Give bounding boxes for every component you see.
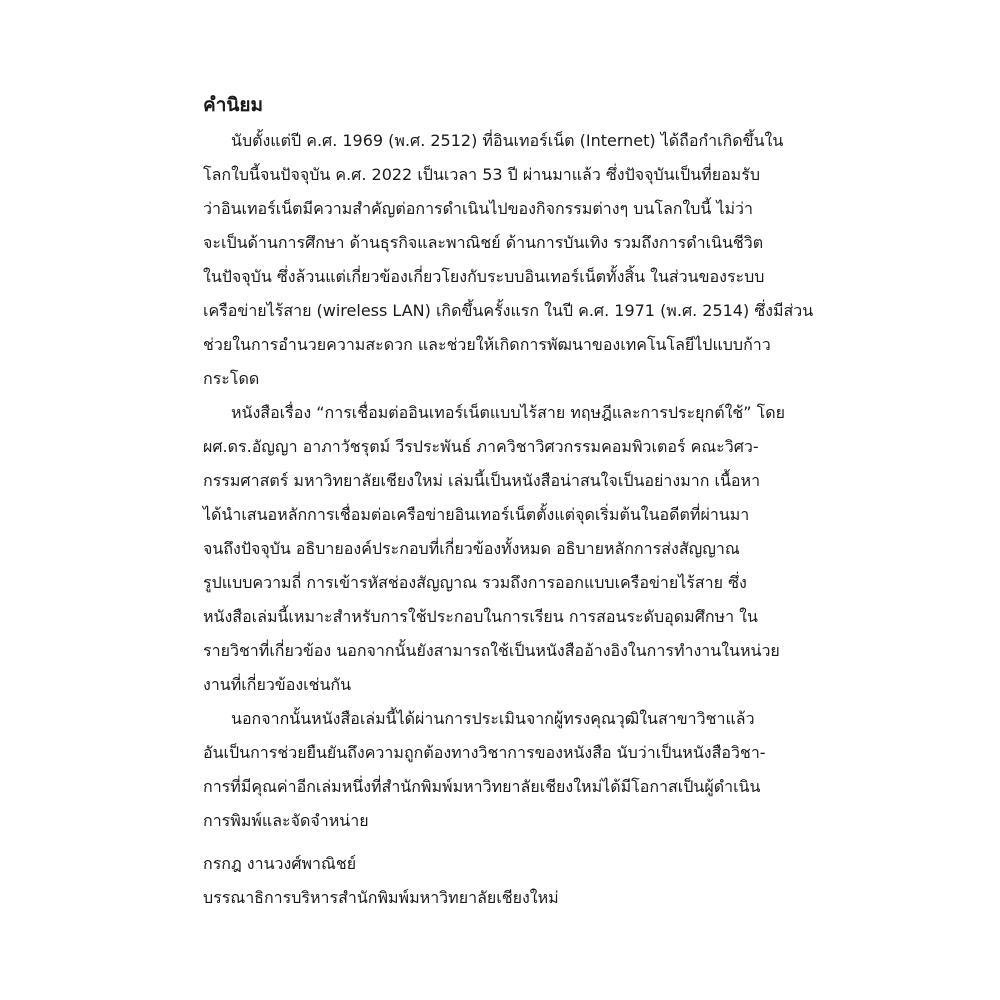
text-line: กระโดด: [203, 369, 260, 388]
text-line: ผศ.ดร.อัญญา อาภาวัชรุตม์ วีรประพันธ์ ภาควิชาวิศวกรรมคอมพิวเตอร์ คณะวิศว-: [203, 437, 759, 456]
text-line: ช่วยในการอำนวยความสะดวก และช่วยให้เกิดการพัฒนาของเทคโนโลยีไปแบบก้าว: [203, 335, 771, 354]
text-line: ในปัจจุบัน ซึ่งล้วนแต่เกี่ยวข้องเกี่ยวโยงกับระบบอินเทอร์เน็ตทั้งสิ้น ในส่วนของระบบ: [203, 267, 765, 286]
paragraph-1: [203, 124, 815, 396]
text-line: นับตั้งแต่ปี ค.ศ. 1969 (พ.ศ. 2512) ที่อินเทอร์เน็ต (Internet) ได้ถือกำเกิดขึ้นใน: [231, 131, 784, 150]
paragraph-3: [203, 702, 815, 838]
paragraph-2: [203, 396, 815, 702]
text-line: จนถึงปัจจุบัน อธิบายองค์ประกอบที่เกี่ยวข้องทั้งหมด อธิบายหลักการส่งสัญญาณ: [203, 539, 740, 558]
text-line: จะเป็นด้านการศึกษา ด้านธุรกิจและพาณิชย์ ด้านการบันเทิง รวมถึงการดำเนินชีวิต: [203, 233, 764, 252]
text-line: นอกจากนั้นหนังสือเล่มนี้ได้ผ่านการประเมินจากผู้ทรงคุณวุฒิในสาขาวิชาแล้ว: [231, 709, 755, 728]
text-line: โลกใบนี้จนปัจจุบัน ค.ศ. 2022 เป็นเวลา 53 ปี ผ่านมาแล้ว ซึ่งปัจจุบันเป็นที่ยอมรับ: [203, 165, 760, 184]
text-line: การพิมพ์และจัดจำหน่าย: [203, 811, 369, 830]
text-line: ว่าอินเทอร์เน็ตมีความสำคัญต่อการดำเนินไปของกิจกรรมต่างๆ บนโลกใบนี้ ไม่ว่า: [203, 199, 754, 218]
text-line: หนังสือเล่มนี้เหมาะสำหรับการใช้ประกอบในการเรียน การสอนระดับอุดมศึกษา ใน: [203, 607, 758, 626]
signer-title: บรรณาธิการบริหารสำนักพิมพ์มหาวิทยาลัยเชียงใหม่: [203, 888, 559, 907]
text-line: รูปแบบความถี่ การเข้ารหัสช่องสัญญาณ รวมถึงการออกแบบเครือข่ายไร้สาย ซึ่ง: [203, 573, 747, 592]
text-line: รายวิชาที่เกี่ยวข้อง นอกจากนั้นยังสามารถใช้เป็นหนังสืออ้างอิงในการทำงานในหน่วย: [203, 641, 780, 660]
section-heading: คำนิยม: [203, 94, 264, 116]
text-line: อันเป็นการช่วยยืนยันถึงความถูกต้องทางวิชาการของหนังสือ นับว่าเป็นหนังสือวิชา-: [203, 743, 766, 762]
body-text: [203, 124, 815, 838]
text-line: หนังสือเรื่อง “การเชื่อมต่ออินเทอร์เน็ตแบบไร้สาย ทฤษฎีและการประยุกต์ใช้” โดย: [231, 403, 786, 422]
signer-name: กรกฎ งานวงศ์พาณิชย์: [203, 854, 357, 873]
text-line: การที่มีคุณค่าอีกเล่มหนึ่งที่สำนักพิมพ์มหาวิทยาลัยเชียงใหม่ได้มีโอกาสเป็นผู้ดำเนิน: [203, 777, 761, 796]
signature-block: [203, 847, 559, 915]
text-line: กรรมศาสตร์ มหาวิทยาลัยเชียงใหม่ เล่มนี้เป็นหนังสือน่าสนใจเป็นอย่างมาก เนื้อหา: [203, 471, 761, 490]
text-line: งานที่เกี่ยวข้องเช่นกัน: [203, 675, 352, 694]
text-line: ได้นำเสนอหลักการเชื่อมต่อเครือข่ายอินเทอร์เน็ตตั้งแต่จุดเริ่มต้นในอดีตที่ผ่านมา: [203, 505, 750, 524]
text-line: เครือข่ายไร้สาย (wireless LAN) เกิดขึ้นครั้งแรก ในปี ค.ศ. 1971 (พ.ศ. 2514) ซึ่งมีส่วน: [203, 301, 814, 320]
